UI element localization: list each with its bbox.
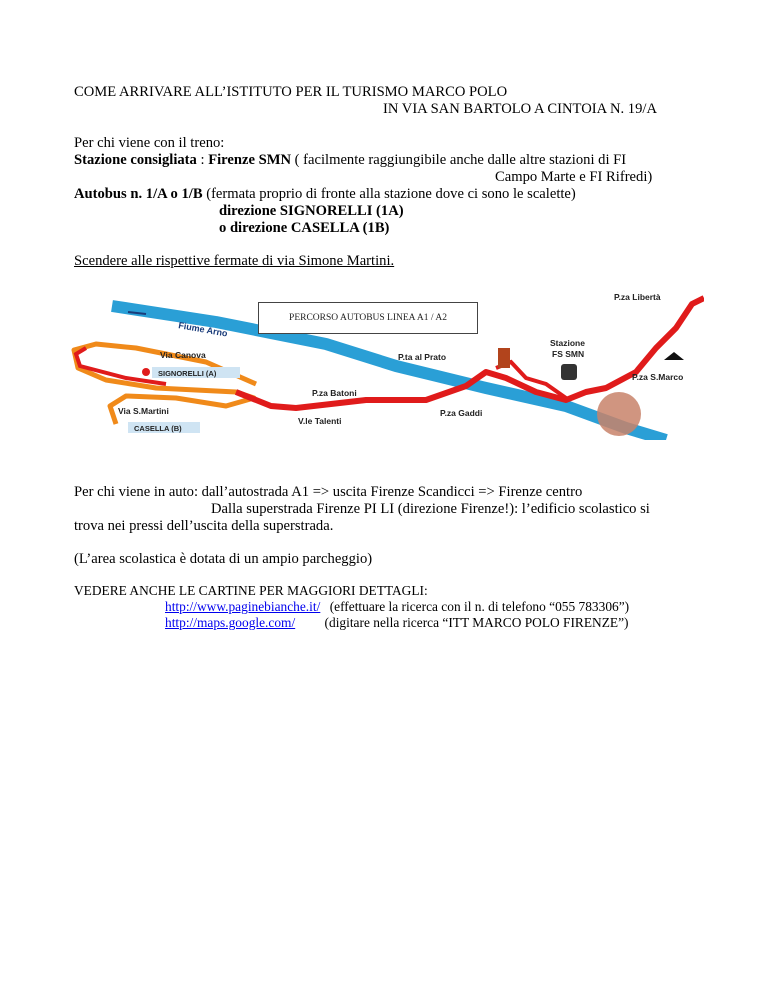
google-maps-link[interactable]: http://maps.google.com/ bbox=[165, 615, 296, 630]
label-canova: Via Canova bbox=[160, 350, 206, 360]
car-line-3: trova nei pressi dell’uscita della superstrada. bbox=[74, 518, 334, 534]
label-signorelli: SIGNORELLI (A) bbox=[158, 369, 217, 378]
station-name: Firenze SMN bbox=[208, 152, 292, 168]
san-marco-icon bbox=[664, 352, 684, 360]
bus-note: (fermata proprio di fronte alla stazione dove ci sono le scalette) bbox=[202, 186, 576, 202]
car-line-2: Dalla superstrada Firenze PI LI (direzione Firenze!): l’edificio scolastico si bbox=[211, 501, 650, 517]
label-gaddi: P.za Gaddi bbox=[440, 408, 483, 418]
label-smartini: Via S.Martini bbox=[118, 406, 169, 416]
link1-note: (effettuare la ricerca con il n. di telefono “055 783306”) bbox=[329, 599, 630, 614]
label-smarco: P.za S.Marco bbox=[632, 372, 684, 382]
label-batoni: P.za Batoni bbox=[312, 388, 357, 398]
more-title: VEDERE ANCHE LE CARTINE PER MAGGIORI DETTAGLI: bbox=[74, 583, 428, 598]
signorelli-stop-marker bbox=[142, 368, 150, 376]
station-label: Stazione consigliata bbox=[74, 152, 197, 168]
bus-label: Autobus n. 1/A o 1/B bbox=[74, 186, 203, 202]
parking-note: (L’area scolastica è dotata di un ampio parcheggio) bbox=[74, 551, 373, 567]
link-row-1 bbox=[165, 599, 629, 615]
station-note: ( facilmente raggiungibile anche dalle altre stazioni di FI bbox=[291, 152, 627, 168]
heading-line-1: COME ARRIVARE ALL’ISTITUTO PER IL TURISMO MARCO POLO bbox=[74, 84, 508, 100]
direction-2: o direzione CASELLA (1B) bbox=[219, 220, 390, 236]
direction-1: direzione SIGNORELLI (1A) bbox=[219, 203, 404, 219]
bus-line bbox=[74, 186, 576, 203]
label-casella: CASELLA (B) bbox=[134, 424, 182, 433]
link2-note: (digitare nella ricerca “ITT MARCO POLO FIRENZE”) bbox=[324, 615, 629, 630]
station-icon bbox=[561, 364, 577, 380]
heading-line-2: IN VIA SAN BARTOLO A CINTOIA N. 19/A bbox=[383, 101, 657, 117]
label-talenti: V.le Talenti bbox=[298, 416, 342, 426]
label-stazione-2: FS SMN bbox=[552, 349, 585, 359]
train-intro: Per chi viene con il treno: bbox=[74, 135, 225, 151]
label-liberta: P.za Libertà bbox=[614, 292, 661, 302]
link-row-2 bbox=[165, 615, 628, 631]
map-legend: PERCORSO AUTOBUS LINEA A1 / A2 bbox=[258, 302, 478, 334]
paginebianche-link[interactable]: http://www.paginebianche.it/ bbox=[165, 599, 321, 614]
porta-al-prato-icon bbox=[498, 348, 510, 368]
bus-stops-note: Scendere alle rispettive fermate di via Simone Martini. bbox=[74, 253, 395, 269]
station-sep: : bbox=[196, 152, 209, 168]
label-stazione-1: Stazione bbox=[550, 338, 585, 348]
label-arno: Fiume Arno bbox=[177, 320, 229, 339]
label-prato: P.ta al Prato bbox=[398, 352, 447, 362]
car-line-1: Per chi viene in auto: dall’autostrada A1 => uscita Firenze Scandicci => Firenze centro bbox=[74, 484, 583, 500]
station-line bbox=[74, 152, 626, 169]
station-note-2: Campo Marte e FI Rifredi) bbox=[495, 169, 653, 185]
duomo-icon bbox=[597, 392, 641, 436]
